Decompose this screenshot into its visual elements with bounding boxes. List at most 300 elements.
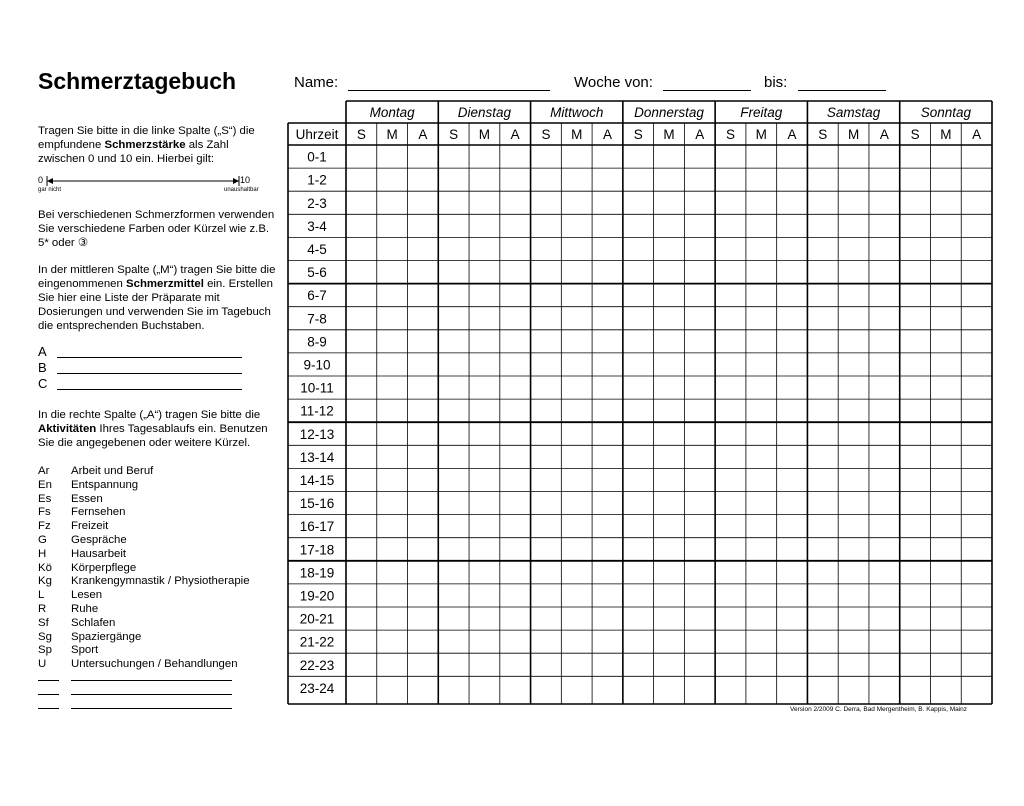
diary-cell[interactable] <box>930 492 961 515</box>
diary-cell[interactable] <box>838 307 869 330</box>
diary-cell[interactable] <box>684 191 715 214</box>
diary-cell[interactable] <box>469 653 500 676</box>
diary-cell[interactable] <box>654 607 685 630</box>
diary-cell[interactable] <box>715 515 746 538</box>
diary-cell[interactable] <box>930 353 961 376</box>
diary-cell[interactable] <box>469 468 500 491</box>
diary-cell[interactable] <box>654 168 685 191</box>
diary-cell[interactable] <box>930 538 961 561</box>
diary-cell[interactable] <box>500 168 531 191</box>
diary-cell[interactable] <box>377 376 408 399</box>
diary-cell[interactable] <box>623 214 654 237</box>
diary-cell[interactable] <box>654 330 685 353</box>
diary-cell[interactable] <box>469 145 500 168</box>
diary-cell[interactable] <box>961 307 992 330</box>
diary-cell[interactable] <box>654 284 685 307</box>
diary-cell[interactable] <box>807 191 838 214</box>
diary-cell[interactable] <box>531 376 562 399</box>
diary-cell[interactable] <box>377 515 408 538</box>
diary-cell[interactable] <box>469 584 500 607</box>
diary-cell[interactable] <box>807 353 838 376</box>
diary-cell[interactable] <box>807 492 838 515</box>
diary-cell[interactable] <box>684 515 715 538</box>
diary-cell[interactable] <box>408 214 439 237</box>
diary-cell[interactable] <box>500 214 531 237</box>
diary-cell[interactable] <box>746 422 777 445</box>
diary-cell[interactable] <box>746 168 777 191</box>
diary-cell[interactable] <box>684 584 715 607</box>
diary-cell[interactable] <box>377 145 408 168</box>
diary-cell[interactable] <box>746 630 777 653</box>
diary-cell[interactable] <box>500 399 531 422</box>
diary-cell[interactable] <box>746 607 777 630</box>
diary-cell[interactable] <box>500 515 531 538</box>
diary-cell[interactable] <box>654 515 685 538</box>
diary-cell[interactable] <box>500 445 531 468</box>
diary-cell[interactable] <box>838 515 869 538</box>
diary-cell[interactable] <box>623 399 654 422</box>
diary-cell[interactable] <box>777 584 808 607</box>
diary-cell[interactable] <box>715 191 746 214</box>
diary-cell[interactable] <box>930 468 961 491</box>
diary-cell[interactable] <box>469 191 500 214</box>
diary-cell[interactable] <box>346 261 377 284</box>
diary-cell[interactable] <box>838 214 869 237</box>
diary-cell[interactable] <box>961 261 992 284</box>
diary-cell[interactable] <box>592 376 623 399</box>
diary-cell[interactable] <box>900 168 931 191</box>
diary-cell[interactable] <box>900 145 931 168</box>
diary-cell[interactable] <box>469 261 500 284</box>
diary-cell[interactable] <box>377 538 408 561</box>
diary-cell[interactable] <box>930 307 961 330</box>
diary-cell[interactable] <box>807 538 838 561</box>
diary-cell[interactable] <box>715 653 746 676</box>
diary-cell[interactable] <box>500 561 531 584</box>
diary-cell[interactable] <box>746 307 777 330</box>
diary-cell[interactable] <box>900 214 931 237</box>
diary-cell[interactable] <box>561 145 592 168</box>
diary-cell[interactable] <box>869 214 900 237</box>
diary-cell[interactable] <box>838 284 869 307</box>
diary-cell[interactable] <box>623 538 654 561</box>
diary-cell[interactable] <box>961 607 992 630</box>
diary-cell[interactable] <box>930 214 961 237</box>
diary-cell[interactable] <box>715 630 746 653</box>
diary-cell[interactable] <box>746 515 777 538</box>
diary-cell[interactable] <box>961 191 992 214</box>
diary-cell[interactable] <box>592 653 623 676</box>
diary-cell[interactable] <box>869 376 900 399</box>
diary-cell[interactable] <box>408 468 439 491</box>
diary-cell[interactable] <box>561 307 592 330</box>
diary-cell[interactable] <box>592 145 623 168</box>
diary-cell[interactable] <box>684 561 715 584</box>
diary-cell[interactable] <box>961 584 992 607</box>
diary-cell[interactable] <box>869 307 900 330</box>
diary-cell[interactable] <box>438 237 469 260</box>
diary-cell[interactable] <box>961 538 992 561</box>
diary-cell[interactable] <box>807 630 838 653</box>
diary-cell[interactable] <box>684 214 715 237</box>
diary-cell[interactable] <box>838 492 869 515</box>
diary-cell[interactable] <box>561 284 592 307</box>
diary-cell[interactable] <box>715 538 746 561</box>
diary-cell[interactable] <box>438 353 469 376</box>
diary-cell[interactable] <box>623 445 654 468</box>
diary-cell[interactable] <box>408 653 439 676</box>
diary-cell[interactable] <box>592 676 623 699</box>
diary-cell[interactable] <box>684 353 715 376</box>
diary-cell[interactable] <box>930 561 961 584</box>
diary-cell[interactable] <box>900 445 931 468</box>
diary-cell[interactable] <box>777 653 808 676</box>
diary-cell[interactable] <box>531 330 562 353</box>
diary-cell[interactable] <box>561 261 592 284</box>
diary-cell[interactable] <box>561 191 592 214</box>
diary-cell[interactable] <box>715 422 746 445</box>
diary-cell[interactable] <box>961 653 992 676</box>
diary-cell[interactable] <box>438 214 469 237</box>
diary-cell[interactable] <box>900 330 931 353</box>
diary-cell[interactable] <box>469 168 500 191</box>
diary-cell[interactable] <box>623 237 654 260</box>
diary-cell[interactable] <box>900 676 931 699</box>
diary-cell[interactable] <box>408 399 439 422</box>
diary-cell[interactable] <box>869 330 900 353</box>
diary-cell[interactable] <box>684 284 715 307</box>
diary-cell[interactable] <box>346 168 377 191</box>
diary-cell[interactable] <box>469 422 500 445</box>
diary-cell[interactable] <box>900 584 931 607</box>
diary-cell[interactable] <box>438 445 469 468</box>
diary-cell[interactable] <box>869 422 900 445</box>
diary-cell[interactable] <box>346 468 377 491</box>
diary-cell[interactable] <box>561 214 592 237</box>
diary-cell[interactable] <box>438 399 469 422</box>
diary-cell[interactable] <box>654 492 685 515</box>
diary-cell[interactable] <box>561 353 592 376</box>
diary-cell[interactable] <box>746 330 777 353</box>
diary-cell[interactable] <box>623 630 654 653</box>
diary-cell[interactable] <box>408 191 439 214</box>
diary-cell[interactable] <box>869 653 900 676</box>
diary-cell[interactable] <box>592 538 623 561</box>
diary-cell[interactable] <box>654 445 685 468</box>
diary-cell[interactable] <box>838 399 869 422</box>
diary-cell[interactable] <box>500 468 531 491</box>
diary-cell[interactable] <box>531 422 562 445</box>
diary-cell[interactable] <box>500 191 531 214</box>
diary-cell[interactable] <box>838 538 869 561</box>
diary-cell[interactable] <box>869 284 900 307</box>
diary-cell[interactable] <box>346 515 377 538</box>
diary-cell[interactable] <box>377 422 408 445</box>
diary-cell[interactable] <box>807 376 838 399</box>
diary-cell[interactable] <box>377 191 408 214</box>
diary-cell[interactable] <box>500 653 531 676</box>
diary-cell[interactable] <box>900 261 931 284</box>
diary-cell[interactable] <box>531 538 562 561</box>
diary-cell[interactable] <box>961 445 992 468</box>
diary-cell[interactable] <box>715 284 746 307</box>
diary-cell[interactable] <box>869 515 900 538</box>
diary-cell[interactable] <box>654 538 685 561</box>
diary-cell[interactable] <box>408 676 439 699</box>
diary-cell[interactable] <box>930 676 961 699</box>
diary-cell[interactable] <box>838 630 869 653</box>
diary-cell[interactable] <box>807 422 838 445</box>
diary-cell[interactable] <box>777 168 808 191</box>
diary-cell[interactable] <box>777 399 808 422</box>
diary-cell[interactable] <box>746 353 777 376</box>
diary-cell[interactable] <box>408 422 439 445</box>
diary-cell[interactable] <box>869 607 900 630</box>
diary-cell[interactable] <box>408 284 439 307</box>
diary-cell[interactable] <box>746 237 777 260</box>
diary-cell[interactable] <box>838 607 869 630</box>
diary-cell[interactable] <box>377 168 408 191</box>
diary-cell[interactable] <box>746 561 777 584</box>
diary-cell[interactable] <box>592 307 623 330</box>
diary-cell[interactable] <box>438 330 469 353</box>
diary-cell[interactable] <box>408 168 439 191</box>
diary-cell[interactable] <box>869 191 900 214</box>
diary-cell[interactable] <box>869 676 900 699</box>
diary-cell[interactable] <box>684 422 715 445</box>
diary-cell[interactable] <box>500 538 531 561</box>
diary-cell[interactable] <box>777 376 808 399</box>
diary-cell[interactable] <box>408 237 439 260</box>
diary-cell[interactable] <box>346 237 377 260</box>
diary-cell[interactable] <box>377 676 408 699</box>
diary-cell[interactable] <box>684 399 715 422</box>
diary-cell[interactable] <box>346 607 377 630</box>
diary-cell[interactable] <box>869 468 900 491</box>
diary-cell[interactable] <box>930 376 961 399</box>
diary-cell[interactable] <box>684 330 715 353</box>
diary-cell[interactable] <box>715 330 746 353</box>
diary-cell[interactable] <box>654 584 685 607</box>
diary-cell[interactable] <box>930 145 961 168</box>
diary-cell[interactable] <box>900 468 931 491</box>
diary-cell[interactable] <box>807 214 838 237</box>
diary-cell[interactable] <box>715 676 746 699</box>
diary-cell[interactable] <box>438 191 469 214</box>
diary-cell[interactable] <box>561 468 592 491</box>
diary-cell[interactable] <box>561 561 592 584</box>
diary-cell[interactable] <box>684 376 715 399</box>
diary-cell[interactable] <box>777 145 808 168</box>
diary-cell[interactable] <box>408 376 439 399</box>
diary-cell[interactable] <box>777 607 808 630</box>
diary-cell[interactable] <box>746 468 777 491</box>
diary-cell[interactable] <box>592 353 623 376</box>
diary-cell[interactable] <box>623 422 654 445</box>
diary-cell[interactable] <box>961 630 992 653</box>
diary-cell[interactable] <box>715 399 746 422</box>
diary-cell[interactable] <box>746 538 777 561</box>
diary-cell[interactable] <box>930 515 961 538</box>
diary-cell[interactable] <box>777 538 808 561</box>
diary-cell[interactable] <box>469 353 500 376</box>
diary-cell[interactable] <box>531 653 562 676</box>
diary-cell[interactable] <box>623 261 654 284</box>
diary-cell[interactable] <box>684 630 715 653</box>
diary-cell[interactable] <box>438 607 469 630</box>
diary-cell[interactable] <box>715 237 746 260</box>
diary-cell[interactable] <box>592 330 623 353</box>
diary-cell[interactable] <box>531 168 562 191</box>
diary-cell[interactable] <box>838 422 869 445</box>
diary-cell[interactable] <box>961 168 992 191</box>
diary-cell[interactable] <box>500 422 531 445</box>
diary-cell[interactable] <box>654 561 685 584</box>
diary-cell[interactable] <box>838 191 869 214</box>
diary-cell[interactable] <box>346 422 377 445</box>
diary-cell[interactable] <box>654 653 685 676</box>
diary-cell[interactable] <box>469 445 500 468</box>
diary-cell[interactable] <box>346 561 377 584</box>
diary-cell[interactable] <box>777 330 808 353</box>
diary-cell[interactable] <box>623 492 654 515</box>
diary-cell[interactable] <box>900 237 931 260</box>
diary-cell[interactable] <box>438 630 469 653</box>
diary-cell[interactable] <box>408 584 439 607</box>
diary-cell[interactable] <box>561 653 592 676</box>
diary-cell[interactable] <box>377 353 408 376</box>
diary-cell[interactable] <box>531 261 562 284</box>
diary-cell[interactable] <box>592 214 623 237</box>
diary-cell[interactable] <box>623 353 654 376</box>
diary-cell[interactable] <box>531 353 562 376</box>
diary-cell[interactable] <box>469 307 500 330</box>
diary-cell[interactable] <box>869 538 900 561</box>
diary-cell[interactable] <box>346 584 377 607</box>
diary-cell[interactable] <box>531 145 562 168</box>
diary-cell[interactable] <box>807 330 838 353</box>
diary-cell[interactable] <box>838 353 869 376</box>
diary-cell[interactable] <box>777 307 808 330</box>
diary-cell[interactable] <box>623 676 654 699</box>
diary-cell[interactable] <box>838 468 869 491</box>
diary-cell[interactable] <box>500 492 531 515</box>
diary-cell[interactable] <box>869 353 900 376</box>
diary-cell[interactable] <box>654 237 685 260</box>
diary-cell[interactable] <box>500 584 531 607</box>
diary-cell[interactable] <box>377 584 408 607</box>
diary-cell[interactable] <box>623 307 654 330</box>
diary-cell[interactable] <box>500 330 531 353</box>
diary-cell[interactable] <box>807 607 838 630</box>
diary-cell[interactable] <box>684 145 715 168</box>
diary-cell[interactable] <box>900 561 931 584</box>
diary-cell[interactable] <box>346 630 377 653</box>
diary-cell[interactable] <box>930 422 961 445</box>
diary-cell[interactable] <box>807 445 838 468</box>
diary-cell[interactable] <box>346 214 377 237</box>
diary-cell[interactable] <box>715 307 746 330</box>
diary-cell[interactable] <box>838 676 869 699</box>
diary-cell[interactable] <box>807 307 838 330</box>
diary-cell[interactable] <box>377 468 408 491</box>
diary-cell[interactable] <box>592 515 623 538</box>
diary-cell[interactable] <box>746 445 777 468</box>
diary-cell[interactable] <box>346 145 377 168</box>
diary-cell[interactable] <box>469 399 500 422</box>
diary-cell[interactable] <box>807 653 838 676</box>
diary-cell[interactable] <box>777 492 808 515</box>
diary-cell[interactable] <box>900 191 931 214</box>
diary-cell[interactable] <box>469 492 500 515</box>
diary-cell[interactable] <box>531 214 562 237</box>
diary-cell[interactable] <box>961 492 992 515</box>
diary-cell[interactable] <box>623 653 654 676</box>
diary-cell[interactable] <box>346 653 377 676</box>
diary-cell[interactable] <box>531 584 562 607</box>
diary-cell[interactable] <box>807 237 838 260</box>
diary-cell[interactable] <box>961 468 992 491</box>
diary-cell[interactable] <box>377 653 408 676</box>
diary-cell[interactable] <box>346 445 377 468</box>
diary-cell[interactable] <box>777 353 808 376</box>
diary-cell[interactable] <box>469 561 500 584</box>
diary-cell[interactable] <box>377 445 408 468</box>
diary-cell[interactable] <box>592 492 623 515</box>
diary-cell[interactable] <box>346 307 377 330</box>
diary-cell[interactable] <box>623 168 654 191</box>
diary-cell[interactable] <box>561 330 592 353</box>
diary-cell[interactable] <box>746 191 777 214</box>
diary-cell[interactable] <box>807 515 838 538</box>
diary-cell[interactable] <box>561 422 592 445</box>
diary-cell[interactable] <box>715 445 746 468</box>
diary-cell[interactable] <box>930 191 961 214</box>
diary-cell[interactable] <box>746 145 777 168</box>
diary-cell[interactable] <box>561 607 592 630</box>
diary-cell[interactable] <box>438 261 469 284</box>
diary-cell[interactable] <box>592 168 623 191</box>
diary-cell[interactable] <box>654 422 685 445</box>
diary-cell[interactable] <box>715 607 746 630</box>
diary-cell[interactable] <box>408 307 439 330</box>
diary-cell[interactable] <box>777 630 808 653</box>
diary-cell[interactable] <box>715 168 746 191</box>
diary-cell[interactable] <box>746 492 777 515</box>
diary-cell[interactable] <box>807 676 838 699</box>
diary-cell[interactable] <box>438 284 469 307</box>
diary-cell[interactable] <box>500 376 531 399</box>
diary-cell[interactable] <box>408 630 439 653</box>
diary-cell[interactable] <box>469 376 500 399</box>
diary-cell[interactable] <box>377 237 408 260</box>
diary-cell[interactable] <box>838 330 869 353</box>
diary-cell[interactable] <box>654 630 685 653</box>
diary-cell[interactable] <box>623 376 654 399</box>
diary-cell[interactable] <box>408 607 439 630</box>
diary-cell[interactable] <box>592 261 623 284</box>
diary-cell[interactable] <box>438 515 469 538</box>
diary-cell[interactable] <box>592 630 623 653</box>
diary-cell[interactable] <box>900 284 931 307</box>
diary-cell[interactable] <box>930 399 961 422</box>
diary-cell[interactable] <box>654 214 685 237</box>
diary-cell[interactable] <box>592 284 623 307</box>
diary-cell[interactable] <box>654 376 685 399</box>
diary-cell[interactable] <box>408 145 439 168</box>
diary-cell[interactable] <box>900 515 931 538</box>
diary-cell[interactable] <box>807 468 838 491</box>
